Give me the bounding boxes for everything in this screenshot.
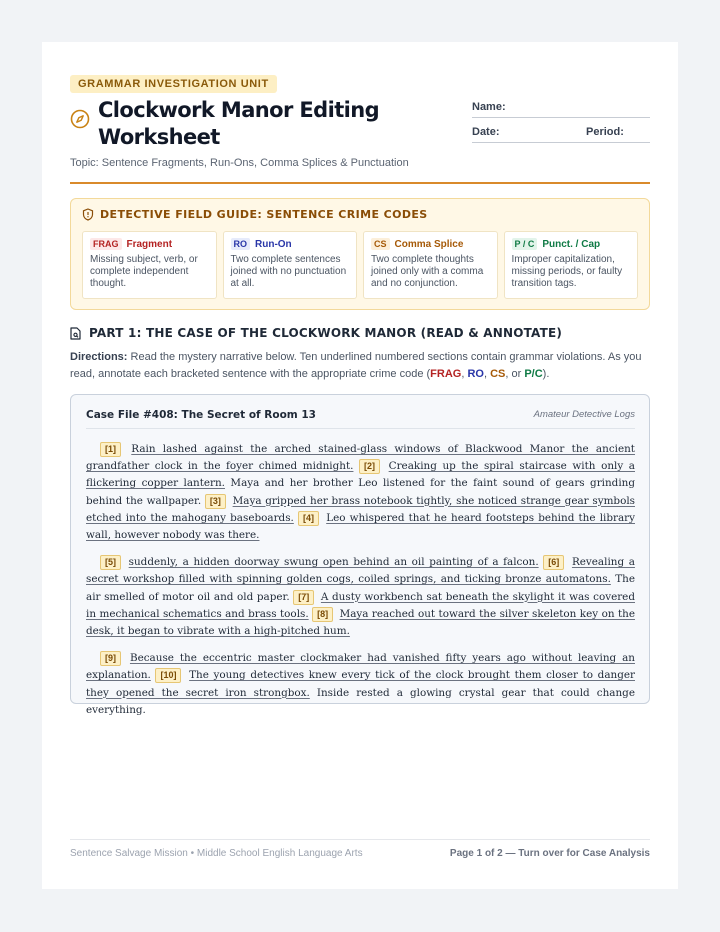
code-card-punctuation bbox=[504, 231, 639, 299]
narrative-text: The air smelled of motor oil and old paper. bbox=[86, 573, 635, 603]
section-9[interactable]: Because the eccentric master clockmaker had vanished fifty years ago without leaving an explanation. bbox=[86, 652, 635, 682]
code-name: Comma Splice bbox=[394, 238, 464, 250]
title-line-2: Worksheet bbox=[98, 125, 220, 149]
section-number[interactable]: [6] bbox=[543, 555, 564, 570]
student-info bbox=[472, 99, 650, 151]
section-number[interactable]: [9] bbox=[100, 651, 121, 666]
narrative-paragraph-2 bbox=[86, 554, 635, 640]
code-name: Run-On bbox=[255, 238, 292, 250]
case-file-title: Case File #408: The Secret of Room 13 bbox=[86, 409, 316, 421]
section-number[interactable]: [8] bbox=[312, 607, 333, 622]
page-title bbox=[98, 97, 398, 151]
date-period-field[interactable] bbox=[472, 124, 650, 143]
separator: , bbox=[483, 368, 491, 380]
part-1-heading bbox=[70, 326, 650, 340]
field-guide-title bbox=[82, 208, 638, 221]
code-badge: FRAG bbox=[90, 238, 122, 250]
footer-left: Sentence Salvage Mission • Middle School English Language Arts bbox=[70, 848, 363, 859]
code-pc: P/C bbox=[524, 368, 543, 380]
name-label: Name: bbox=[472, 101, 506, 113]
section-4[interactable]: Leo whispered that he heard footsteps behind the library wall, however nobody was there. bbox=[86, 511, 635, 542]
narrative-paragraph-3 bbox=[86, 650, 635, 719]
directions-text: Read the mystery narrative below. Ten underlined numbered sections contain grammar violations. As you read, annotate each bracketed sentence with the appropriate crime code ( bbox=[70, 351, 642, 380]
code-description: Improper capitalization, missing periods, or faulty transition tags. bbox=[511, 254, 623, 289]
separator: , bbox=[461, 368, 468, 380]
code-description: Two complete sentences joined with no punctuation at all. bbox=[230, 254, 347, 289]
field-guide bbox=[70, 198, 650, 310]
section-8[interactable]: Maya reached out toward the silver skeleton key on the desk, it began to vibrate with a high-pitched hum. bbox=[86, 607, 635, 638]
document-icon bbox=[70, 327, 81, 340]
section-number[interactable]: [2] bbox=[359, 459, 380, 474]
name-field[interactable] bbox=[472, 99, 650, 118]
narrative-text: Maya and her brother Leo listened for the faint sound of gears grinding behind the wallpaper. bbox=[86, 477, 636, 507]
code-badge: CS bbox=[371, 238, 390, 250]
compass-icon bbox=[70, 109, 90, 129]
directions-label: Directions: bbox=[70, 351, 128, 363]
section-6[interactable]: Revealing a secret workshop filled with spinning golden cogs, coiled springs, and ticking bronze automatons. bbox=[86, 556, 635, 586]
narrative-text: Inside rested a glowing crystal gear that could change everything. bbox=[86, 686, 635, 716]
section-number[interactable]: [5] bbox=[100, 555, 121, 570]
section-number[interactable]: [7] bbox=[293, 590, 314, 605]
code-ro: RO bbox=[467, 368, 484, 380]
section-number[interactable]: [3] bbox=[205, 494, 226, 509]
separator: , or bbox=[505, 368, 525, 380]
code-description: Two complete thoughts joined only with a comma and no conjunction. bbox=[371, 254, 484, 289]
narrative bbox=[86, 441, 635, 719]
code-name: Punct. / Cap bbox=[542, 238, 601, 250]
section-1[interactable]: Rain lashed against the arched stained-glass windows of Blackwood Manor the ancient grandfather clock in the foyer chimed midnight. bbox=[86, 443, 635, 473]
code-card-run-on bbox=[223, 231, 358, 299]
code-cs: CS bbox=[490, 368, 506, 380]
code-card-comma-splice bbox=[363, 231, 498, 299]
section-2[interactable]: Creaking up the spiral staircase with only a flickering copper lantern. bbox=[86, 460, 635, 490]
section-5[interactable]: suddenly, a hidden doorway swung open behind an oil painting of a falcon. bbox=[128, 556, 539, 569]
worksheet-header bbox=[70, 97, 650, 151]
case-file-subtitle: Amateur Detective Logs bbox=[533, 409, 635, 420]
date-label: Date: bbox=[472, 126, 500, 138]
code-name: Fragment bbox=[126, 238, 173, 250]
directions bbox=[70, 349, 650, 383]
period-label: Period: bbox=[586, 126, 624, 138]
code-frag: FRAG bbox=[430, 368, 462, 380]
code-badge: RO bbox=[231, 238, 251, 250]
footer-right: Page 1 of 2 — Turn over for Case Analysis bbox=[449, 848, 650, 859]
section-number[interactable]: [4] bbox=[298, 511, 319, 526]
code-description: Missing subject, verb, or complete independent thought. bbox=[90, 254, 198, 289]
section-number[interactable]: [1] bbox=[100, 442, 121, 457]
code-badge: P / C bbox=[512, 238, 538, 250]
header-divider bbox=[70, 182, 650, 184]
section-7[interactable]: A dusty workbench sat beneath the skylight it was covered in mechanical schematics and brass tools. bbox=[86, 590, 635, 620]
shield-icon bbox=[82, 208, 94, 221]
worksheet-page bbox=[42, 42, 678, 889]
topic-line: Topic: Sentence Fragments, Run-Ons, Comma Splices & Punctuation bbox=[70, 157, 409, 169]
section-number[interactable]: [10] bbox=[155, 668, 181, 683]
field-guide-title-text: DETECTIVE FIELD GUIDE: SENTENCE CRIME CODES bbox=[100, 208, 428, 221]
title-block bbox=[70, 97, 398, 151]
part-1-heading-text: PART 1: THE CASE OF THE CLOCKWORK MANOR (READ & ANNOTATE) bbox=[89, 326, 563, 340]
section-3[interactable]: Maya gripped her brass notebook tightly, she noticed strange gear symbols etched into the mahogany baseboards. bbox=[86, 494, 635, 524]
unit-tag: GRAMMAR INVESTIGATION UNIT bbox=[70, 75, 277, 93]
directions-end: ). bbox=[542, 368, 550, 380]
code-card-fragment bbox=[82, 231, 217, 299]
narrative-paragraph-1 bbox=[86, 441, 635, 544]
page-footer bbox=[70, 839, 650, 859]
case-file-header bbox=[86, 409, 635, 429]
section-10[interactable]: The young detectives knew every tick of the clock brought them closer to danger they opened the secret iron strongbox. bbox=[86, 669, 635, 699]
crime-codes bbox=[82, 231, 638, 299]
title-line-1: Clockwork Manor Editing bbox=[98, 98, 380, 122]
case-file bbox=[70, 394, 650, 716]
